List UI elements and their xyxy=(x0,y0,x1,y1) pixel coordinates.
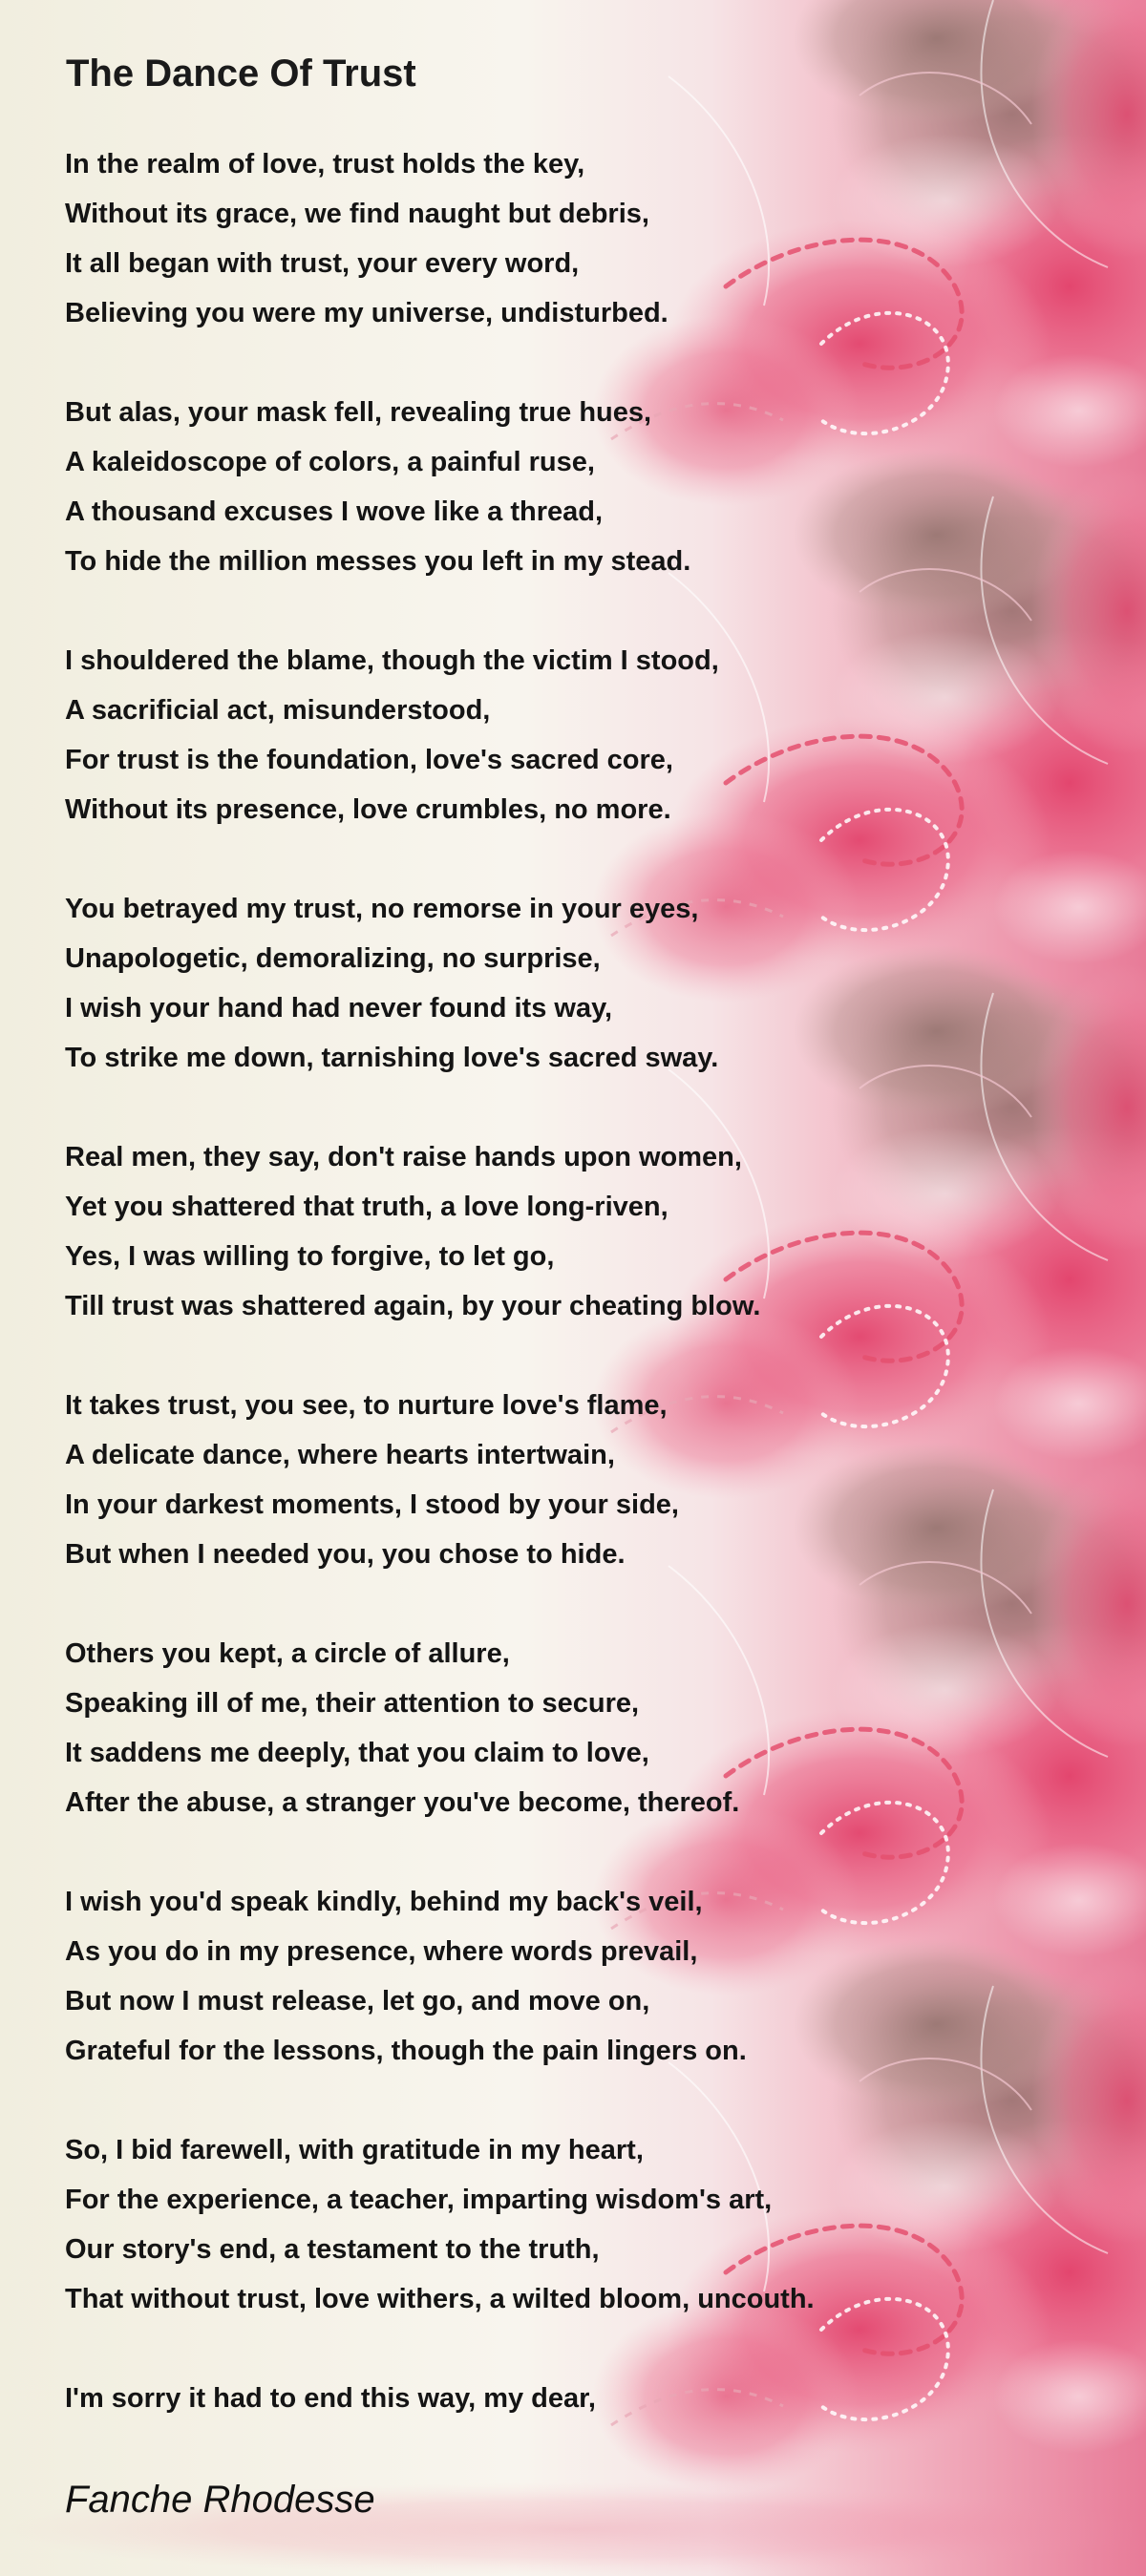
poem-line: Others you kept, a circle of allure, xyxy=(65,1638,510,1669)
poem-line: Till trust was shattered again, by your cheating blow. xyxy=(65,1291,761,1321)
poem-line: So, I bid farewell, with gratitude in my heart, xyxy=(65,2135,644,2165)
stanza xyxy=(65,2374,1115,2423)
poem-line: Without its grace, we find naught but debris, xyxy=(65,199,649,229)
poem-line: In your darkest moments, I stood by your side, xyxy=(65,1489,679,1520)
poem-line: As you do in my presence, where words prevail, xyxy=(65,1936,698,1967)
poem-line: Yet you shattered that truth, a love long-riven, xyxy=(65,1192,668,1222)
stanza xyxy=(65,1132,1115,1331)
poem-line: Our story's end, a testament to the truth, xyxy=(65,2234,600,2265)
poem-line: But now I must release, let go, and move on, xyxy=(65,1986,650,2016)
poem-line: In the realm of love, trust holds the key, xyxy=(65,149,585,179)
poem-line: Real men, they say, don't raise hands upon women, xyxy=(65,1142,742,1172)
poem-line: Unapologetic, demoralizing, no surprise, xyxy=(65,943,601,974)
stanza xyxy=(65,884,1115,1083)
poem-line: A sacrificial act, misunderstood, xyxy=(65,695,491,726)
poem-line: For trust is the foundation, love's sacred core, xyxy=(65,745,673,775)
poem-line: I wish you'd speak kindly, behind my back's veil, xyxy=(65,1887,703,1917)
stanza xyxy=(65,1381,1115,1579)
poem-line: A delicate dance, where hearts intertwain, xyxy=(65,1440,615,1470)
stanza xyxy=(65,1877,1115,2076)
poem-line: Believing you were my universe, undisturbed. xyxy=(65,298,668,328)
poem-line: I wish your hand had never found its way, xyxy=(65,993,613,1024)
poem-line: Grateful for the lessons, though the pain lingers on. xyxy=(65,2036,747,2066)
stanza xyxy=(65,139,1115,338)
poem-line: A thousand excuses I wove like a thread, xyxy=(65,496,604,527)
poem-line: You betrayed my trust, no remorse in your eyes, xyxy=(65,894,699,924)
poem-line: But when I needed you, you chose to hide. xyxy=(65,1539,626,1570)
poem-line: For the experience, a teacher, imparting wisdom's art, xyxy=(65,2185,773,2215)
poem-title: The Dance Of Trust xyxy=(66,53,416,95)
poem-line: Speaking ill of me, their attention to secure, xyxy=(65,1688,640,1719)
stanza xyxy=(65,1629,1115,1827)
poem-line: It all began with trust, your every word, xyxy=(65,248,580,279)
poem-line: That without trust, love withers, a wilted bloom, uncouth. xyxy=(65,2284,815,2314)
poem-line: I'm sorry it had to end this way, my dear, xyxy=(65,2383,596,2414)
poem-author: Fanche Rhodesse xyxy=(65,2479,375,2521)
stanza xyxy=(65,2125,1115,2324)
poem-line: But alas, your mask fell, revealing true hues, xyxy=(65,397,652,428)
poem-line: I shouldered the blame, though the victim I stood, xyxy=(65,645,719,676)
poem-line: It takes trust, you see, to nurture love's flame, xyxy=(65,1390,668,1421)
stanza xyxy=(65,636,1115,834)
poem-line: After the abuse, a stranger you've become, thereof. xyxy=(65,1787,740,1818)
poem-line: Without its presence, love crumbles, no more. xyxy=(65,794,671,825)
poem-line: To hide the million messes you left in my stead. xyxy=(65,546,691,577)
poem-line: It saddens me deeply, that you claim to love, xyxy=(65,1738,649,1768)
poem-line: A kaleidoscope of colors, a painful ruse, xyxy=(65,447,595,477)
poem-line: To strike me down, tarnishing love's sacred sway. xyxy=(65,1043,719,1073)
stanza xyxy=(65,388,1115,586)
poem-body xyxy=(65,139,1115,2473)
poem-line: Yes, I was willing to forgive, to let go, xyxy=(65,1241,555,1272)
